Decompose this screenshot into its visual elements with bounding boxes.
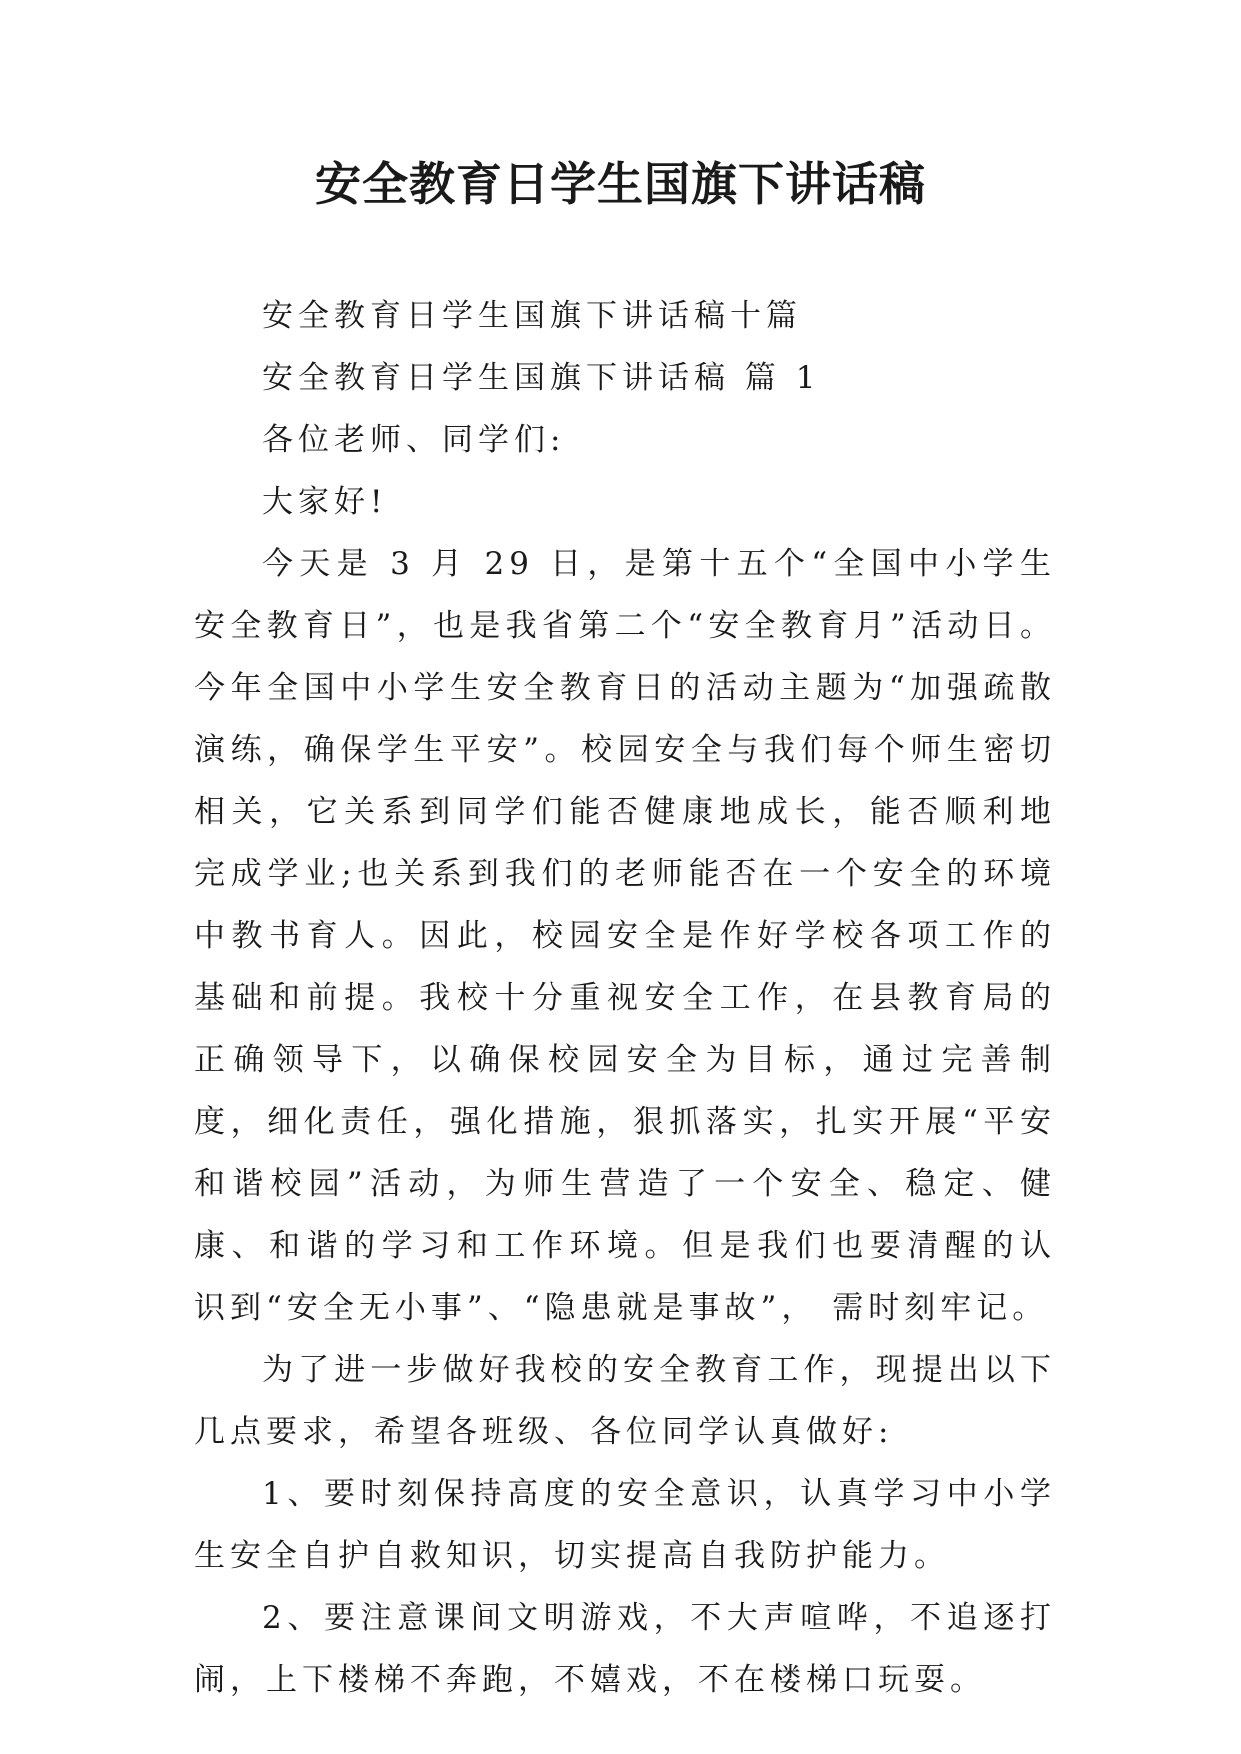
list-item: 2、要注意课间文明游戏，不大声喧哗，不追逐打闹，上下楼梯不奔跑，不嬉戏，不在楼梯口玩耍。	[194, 1600, 1056, 1698]
greeting: 大家好!	[262, 484, 388, 520]
document-title: 安全教育日学生国旗下讲话稿	[315, 157, 926, 211]
salutation: 各位老师、同学们:	[262, 422, 566, 458]
body-paragraph: 今天是 3 月 29 日，是第十五个“全国中小学生安全教育日”，也是我省第二个“安全教育月”活动日。今年全国中小学生安全教育日的活动主题为“加强疏散演练，确保学生平安”。校园安全与我们每个师生密切相关，它关系到同学们能否健康地成长，能否顺利地完成学业;也关系到我们的老师能否在一个安全的环境中教书育人。因此，校园安全是作好学校各项工作的基础和前提。我校十分重视安全工作，在县教育局的正确领导下，以确保校园安全为目标，通过完善制度，细化责任，强化措施，狠抓落实，扎实开展“平安和谐校园”活动，为师生营造了一个安全、稳定、健康、和谐的学习和工作环境。但是我们也要清醒的认识到“安全无小事”、“隐患就是事故”， 需时刻牢记。	[194, 546, 1056, 1326]
body-paragraph: 为了进一步做好我校的安全教育工作，现提出以下几点要求，希望各班级、各位同学认真做好:	[194, 1352, 1056, 1450]
section-heading: 安全教育日学生国旗下讲话稿 篇 1	[262, 360, 821, 396]
list-item: 1、要时刻保持高度的安全意识，认真学习中小学生安全自护自救知识，切实提高自我防护能力。	[194, 1476, 1056, 1574]
subtitle-paragraph: 安全教育日学生国旗下讲话稿十篇	[262, 298, 802, 334]
document-body	[194, 285, 1056, 1711]
